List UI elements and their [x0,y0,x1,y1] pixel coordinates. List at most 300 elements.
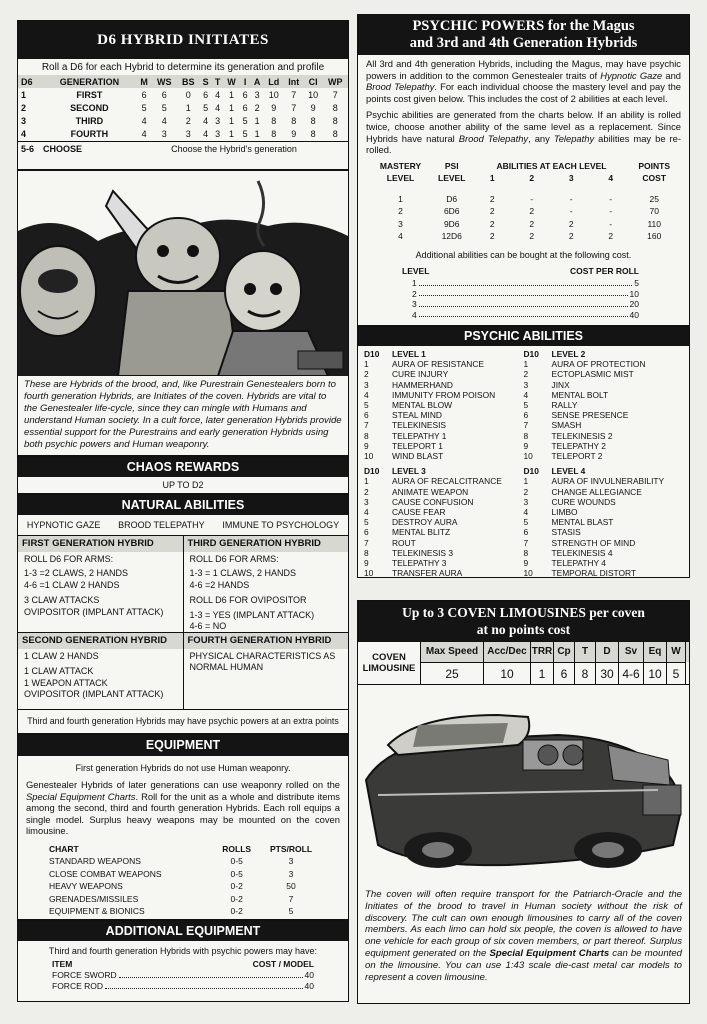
ability-roll: 4 [364,507,369,518]
ability-name: CURE WOUNDS [551,496,616,507]
hybrids-illustration [18,171,348,376]
ability-name: STEAL MIND [392,410,442,421]
limousine-caption [358,887,689,985]
ability-roll: 2 [364,486,369,497]
cost-row [412,310,639,321]
equipment-pts: 7 [288,893,294,904]
additional-item-cost: 40 [304,970,314,980]
d10-header: D10 [523,466,539,477]
limo-header-cell: T [575,642,596,662]
equipment-row [48,893,323,906]
ability-name: TELEPORT 2 [551,451,603,462]
psychic-powers-p1 [358,55,689,104]
ability-name: TELEKINESIS 3 [392,547,453,558]
ability-header [524,466,684,476]
profile-cell: 5 [203,102,209,113]
ability-row [524,420,684,430]
col-header: A [253,76,261,87]
ability-header [524,349,684,359]
ability-roll: 2 [523,369,529,380]
hybrid-profile-table [18,75,348,140]
ability-roll: 6 [523,410,529,421]
equipment-line1: First generation Hybrids do not use Human weaponry. [75,763,291,773]
h-col: 2 [529,173,535,184]
second-gen-line: 1 CLAW ATTACK [24,666,94,676]
limo-header-cell: Max Speed [421,642,484,662]
ability-roll: 10 [364,568,374,578]
ability-roll: 9 [364,440,369,451]
profile-cell: 5 [161,102,167,113]
additional-item-name: FORCE SWORD [52,970,117,980]
ability-name: ANIMATE WEAPON [392,486,469,497]
ability-name: TELEPATHY 3 [392,558,447,569]
psychic-powers-title-1: PSYCHIC POWERS for the Magus [412,18,635,34]
h-col: 1 [489,173,495,184]
limo-header-cell: Cp [554,642,575,662]
ability-name: TELEPATHY 4 [551,558,606,569]
limo-value-cell: 30 [596,662,619,684]
limo-value-cell: 6 [554,662,575,684]
ability-row [524,441,684,451]
ability-name: CURE INJURY [392,369,449,380]
limo-header-cell: Acc/Dec [484,642,531,662]
cost-level: 2 [412,288,417,299]
generation-cell: FOURTH [70,128,109,139]
ability-row [364,390,524,400]
equipment-table [48,843,323,918]
mastery-cell: 2 [529,231,535,242]
ability-roll: 1 [523,476,529,487]
ability-roll: 7 [364,537,369,548]
ability-roll: 4 [523,389,529,400]
ability-name: STASIS [551,527,581,538]
equipment-row [48,880,323,893]
profile-row [18,101,348,114]
coven-limousine-panel [357,600,690,1004]
equipment-chart: CLOSE COMBAT WEAPONS [49,868,162,879]
profile-cell: 0 [185,89,191,100]
ability-roll: 8 [364,430,369,441]
ability-name: AURA OF INVULNERABILITY [551,476,665,487]
profile-cell: 3 [185,128,191,139]
ability-row [364,548,524,558]
third-gen-line: ROLL D6 FOR ARMS: [189,553,279,564]
col-header: Cl [308,76,318,87]
ability-roll: 5 [364,400,369,411]
choose-roll: 5-6 [21,144,35,154]
ability-row [524,369,684,379]
ability-name: AURA OF RESISTANCE [392,359,484,370]
ability-row [524,558,684,568]
ability-name: SENSE PRESENCE [551,410,629,421]
ability-row [364,359,524,369]
level-title: LEVEL 3 [392,466,426,477]
hybrids-caption: These are Hybrids of the brood, and, like Purestrain Genestealers born to fourth generation Hybrids, are Initiates of the coven. Hybrids are vital to the Genestealer life-cycle, since they can mingle with Humans and understand Human society. In a cult force, later generation Hybrids provide essential support for the Purestrains and early generation Hybrids using both psychic powers and Human weaponry. [24,379,342,450]
ability-roll: 6 [364,410,369,421]
item-header: ITEM [52,959,73,969]
limousine-title [358,601,689,641]
profile-row [18,88,348,101]
mastery-cell: 2 [489,231,495,242]
profile-cell: 2 [254,102,260,113]
pp-brood-telepathy: Brood Telepathy [366,81,435,93]
ability-name: TRANSFER AURA [392,568,463,578]
limousine-title-1: Up to 3 COVEN LIMOUSINES per coven [402,605,645,620]
profile-cell: 8 [332,128,338,139]
col-header: GENERATION [59,76,120,87]
equipment-text-special: Special Equipment Charts [26,790,136,802]
limo-header-cell: Eq [644,642,667,662]
first-gen-line: 4-6 =1 CLAW 2 HANDS [24,579,120,590]
mastery-cell: D6 [446,193,458,204]
equipment-panel [17,734,349,920]
natural-abilities-panel [17,494,349,734]
choose-text: Choose the Hybrid's generation [171,144,297,154]
equipment-rolls: 0-5 [230,856,243,867]
profile-row [18,127,348,140]
profile-cell: 4 [141,115,147,126]
ability-roll: 2 [364,369,369,380]
h-col: 3 [568,173,574,184]
equipment-rolls: 0-2 [230,881,243,892]
ability-column-level2 [524,349,684,461]
limo-value-cell: 10 [484,662,531,684]
ability-row [364,487,524,497]
additional-abilities-note: Additional abilities can be bought at the following cost. [415,249,632,260]
col-header: WS [157,76,172,87]
generation-cell: SECOND [70,102,109,113]
limo-value-row [421,662,689,684]
ability-roll: 8 [364,547,369,558]
profile-cell: 8 [271,128,277,139]
ability-roll: 9 [364,558,369,569]
second-gen-line: OVIPOSITOR (IMPLANT ATTACK) [24,689,164,699]
ability-name: ECTOPLASMIC MIST [551,369,634,380]
psychic-powers-p2 [358,104,689,155]
ability-name: AURA OF PROTECTION [551,359,646,370]
equipment-col-header: PTS/ROLL [270,843,313,854]
additional-item-cost: 40 [304,981,314,991]
profile-cell: 10 [308,89,319,100]
mastery-cell: - [530,193,534,204]
col-header: T [214,76,221,87]
ability-row [364,507,524,517]
limousine-name [358,642,421,685]
ability-roll: 3 [364,496,369,507]
ability-roll: 9 [523,558,529,569]
pp-hypnotic-gaze: Hypnotic Gaze [600,69,663,81]
equipment-text-a: Genestealer Hybrids of later generations can use weaponry rolled on the [26,779,340,790]
fourth-generation-title: FOURTH GENERATION HYBRID [184,633,349,649]
mastery-cell: 2 [568,231,574,242]
ability-row [364,476,524,486]
ability-roll: 1 [364,359,369,370]
limo-header-cell: W [667,642,686,662]
h-col: 4 [608,173,614,184]
d10-header: D10 [364,466,380,477]
mastery-cell: - [609,218,613,229]
profile-row [18,114,348,127]
ability-name: STRENGTH OF MIND [551,537,636,548]
psychic-extra-note: Third and fourth generation Hybrids may have psychic powers at an extra points [27,716,339,726]
psychic-powers-panel [357,14,690,326]
ability-roll: 5 [523,517,529,528]
h-abilities: ABILITIES AT EACH LEVEL [496,160,607,171]
equipment-paragraph [18,779,348,837]
mastery-cell: 2 [529,218,535,229]
ability-name: TELEKINESIS 4 [551,547,613,558]
cost-value: 20 [629,299,639,310]
limo-header-cell: D [596,642,619,662]
additional-equipment-title: ADDITIONAL EQUIPMENT [18,921,348,941]
equipment-row [48,868,323,881]
ability-name: RALLY [551,400,578,411]
third-gen-line: 4-6 =2 HANDS [189,579,250,590]
hybrid-initiates-intro: Roll a D6 for each Hybrid to determine its generation and profile [41,62,325,73]
equipment-rolls: 0-2 [230,906,243,917]
psychic-abilities-panel [357,326,690,578]
ability-name: DESTROY AURA [392,517,458,528]
chaos-rewards-value: UP TO D2 [162,480,204,490]
third-gen-line: 1-3 = 1 CLAWS, 2 HANDS [189,568,296,578]
ability-row [364,369,524,379]
cost-per-roll-header: COST PER ROLL [570,265,639,276]
ability-roll: 5 [523,400,529,411]
equipment-rolls: 0-2 [230,893,243,904]
ability-name: MENTAL BLAST [551,517,614,528]
profile-cell: 10 [268,89,279,100]
cost-value: 40 [629,309,639,320]
ability-row [364,497,524,507]
h-psi: PSI [444,160,459,171]
profile-cell: 1 [254,128,260,139]
ability-name: IMMUNITY FROM POISON [392,389,496,400]
ability-row [524,431,684,441]
ability-roll: 3 [523,379,529,390]
ability-row [524,359,684,369]
profile-cell: 4 [21,128,27,139]
h-psi-level: LEVEL [438,173,466,184]
equipment-col-header: ROLLS [222,843,252,854]
ability-name: TELEPATHY 2 [551,440,606,451]
ability-roll: 1 [364,476,369,487]
ability-row [364,558,524,568]
ability-roll: 7 [523,537,529,548]
ability-row [364,410,524,420]
mastery-cell: 110 [647,218,661,229]
ability-roll: 8 [523,547,529,558]
ability-row [524,400,684,410]
mastery-row [370,218,678,231]
mastery-cell: 3 [398,218,403,229]
limo-value-cell: 10 [644,662,667,684]
generation-cell: FIRST [76,89,103,100]
profile-cell: 9 [310,102,316,113]
profile-cell: 1 [254,115,260,126]
cost-level: 1 [412,278,417,289]
equipment-col-header: CHART [49,843,79,854]
profile-cell: 8 [332,115,338,126]
ability-row [364,420,524,430]
first-gen-line: 3 CLAW ATTACKS [24,595,100,605]
limousine-title-2: at no points cost [476,622,571,637]
equipment-pts: 3 [288,856,294,867]
second-generation-title: SECOND GENERATION HYBRID [18,633,183,649]
ability-header [364,349,524,359]
mastery-cell: - [569,206,573,217]
ability-column-level1 [364,349,524,461]
mastery-cell: 6D6 [443,206,460,217]
cost-value: 5 [634,278,639,289]
mastery-cell: - [609,193,613,204]
ability-row [364,441,524,451]
profile-cell: 8 [291,115,297,126]
additional-equipment-intro: Third and fourth generation Hybrids with psychic powers may have: [48,946,318,956]
first-gen-line: ROLL D6 FOR ARMS: [24,553,114,564]
chaos-rewards-title: CHAOS REWARDS [18,457,348,477]
equipment-text-b: . Roll for the unit as a whole and distribute items among the second, third and fourth generation Hybrids. Each roll equips a single model. Surplus heavy weapons may be mounted on the coven limousine. [26,790,340,837]
col-header: Ld [268,76,280,87]
pp-p2-brood: Brood Telepathy [458,132,529,144]
ability-row [524,487,684,497]
ability-name: CAUSE CONFUSION [392,496,474,507]
pp-p2-telepathy: Telepathy [553,132,595,144]
profile-cell: 1 [229,115,235,126]
col-header: W [227,76,236,87]
mastery-cell: - [609,206,613,217]
limo-value-cell: 8 [575,662,596,684]
profile-cell: 4 [203,128,209,139]
ability-row [524,476,684,486]
profile-cell: 3 [21,115,27,126]
fourth-generation-box [184,633,349,709]
equipment-pts: 5 [288,906,294,917]
ability-row [524,548,684,558]
natural-abilities-title: NATURAL ABILITIES [18,495,348,515]
ability-column-level3 [364,466,524,578]
mastery-table [370,160,678,243]
profile-cell: 7 [291,102,297,113]
ability-row [524,390,684,400]
cost-value: 10 [629,288,639,299]
limousine-caption-c: can be mounted on the limousine. You can use 1:43 scale die-cast metal car models to represent a coven limousine. [365,947,682,983]
natural-ability: BROOD TELEPATHY [118,520,205,530]
mastery-row [370,230,678,243]
generation-cell: THIRD [75,115,104,126]
mastery-cell: 12D6 [441,231,462,242]
ability-header [364,466,524,476]
ability-name: TEMPORAL DISTORT [551,568,637,578]
ability-roll: 2 [523,486,529,497]
level-header: LEVEL [402,265,430,276]
h-cost: COST [642,173,667,184]
profile-cell: 3 [215,115,221,126]
col-header: BS [181,76,195,87]
ability-roll: 9 [523,440,529,451]
equipment-pts: 3 [288,868,294,879]
ability-name: ROUT [392,537,416,548]
ability-name: LIMBO [551,507,578,518]
hybrids-illustration-panel [17,170,349,456]
profile-cell: 5 [242,115,248,126]
ability-name: MENTAL BLOW [392,400,453,411]
mastery-cell: 2 [568,218,574,229]
profile-cell: 5 [242,128,248,139]
equipment-row [48,855,323,868]
profile-cell: 8 [310,115,316,126]
psychic-powers-title [358,15,689,55]
profile-cell: 9 [271,102,277,113]
profile-cell: 4 [141,128,147,139]
mastery-cell: 2 [608,231,614,242]
ability-name: MENTAL BOLT [551,389,609,400]
choose-row [18,141,348,156]
ability-row [364,517,524,527]
equipment-title: EQUIPMENT [18,735,348,756]
cost-row [412,278,639,289]
second-generation-box [18,633,184,709]
ability-roll: 10 [364,451,374,462]
mastery-cell: 2 [489,218,495,229]
pp-p2-text: Psychic abilities are generated from the charts below. If an ability is rolled twice, choose another ability of the same level as a replacement. Since Hybrids have natural [366,109,681,144]
ability-name: CHANGE ALLEGIANCE [551,486,642,497]
third-gen-line: ROLL D6 FOR OVIPOSITOR [189,595,307,605]
third-gen-line: 4-6 = NO [189,621,227,631]
limo-value-cell: 25 [421,662,484,684]
limo-header-row [421,642,689,662]
profile-cell: 1 [185,102,191,113]
ability-row [364,568,524,578]
natural-ability: IMMUNE TO PSYCHOLOGY [222,520,340,530]
ability-row [364,538,524,548]
ability-name: TELEKINESIS [392,420,446,431]
mastery-cell: 2 [529,206,535,217]
third-generation-title: THIRD GENERATION HYBRID [184,536,349,552]
ability-row [524,507,684,517]
additional-item-name: FORCE ROD [52,981,103,991]
pp-and: and [662,69,681,81]
cost-level: 4 [412,309,417,320]
ability-name: SMASH [551,420,582,431]
first-gen-line: 1-3 =2 CLAWS, 2 HANDS [24,568,128,578]
level-title: LEVEL 2 [551,349,586,359]
col-header: M [140,76,148,87]
ability-name: WIND BLAST [392,451,444,462]
equipment-chart: GRENADES/MISSILES [49,893,139,904]
ability-roll: 10 [523,451,533,462]
profile-cell: 8 [332,102,338,113]
profile-cell: 1 [229,128,235,139]
level-title: LEVEL 1 [392,349,426,359]
mastery-cell: - [569,193,573,204]
equipment-row [48,905,323,918]
mastery-cell: 9D6 [443,218,460,229]
ability-roll: 10 [523,568,533,578]
pp-p2-text-b: , any [528,132,554,144]
h-mastery: MASTERY [379,160,422,171]
hybrid-initiates-panel [17,20,349,170]
mastery-cell: 70 [649,206,659,217]
ability-row [524,568,684,578]
profile-cell: 4 [203,115,209,126]
second-gen-line: 1 CLAW 2 HANDS [24,650,99,661]
col-header: Int [288,76,300,87]
equipment-chart: STANDARD WEAPONS [49,856,141,867]
limousine-caption-special: Special Equipment Charts [489,947,610,959]
ability-roll: 4 [364,389,369,400]
profile-cell: 2 [21,102,27,113]
psychic-abilities-title: PSYCHIC ABILITIES [358,327,689,346]
